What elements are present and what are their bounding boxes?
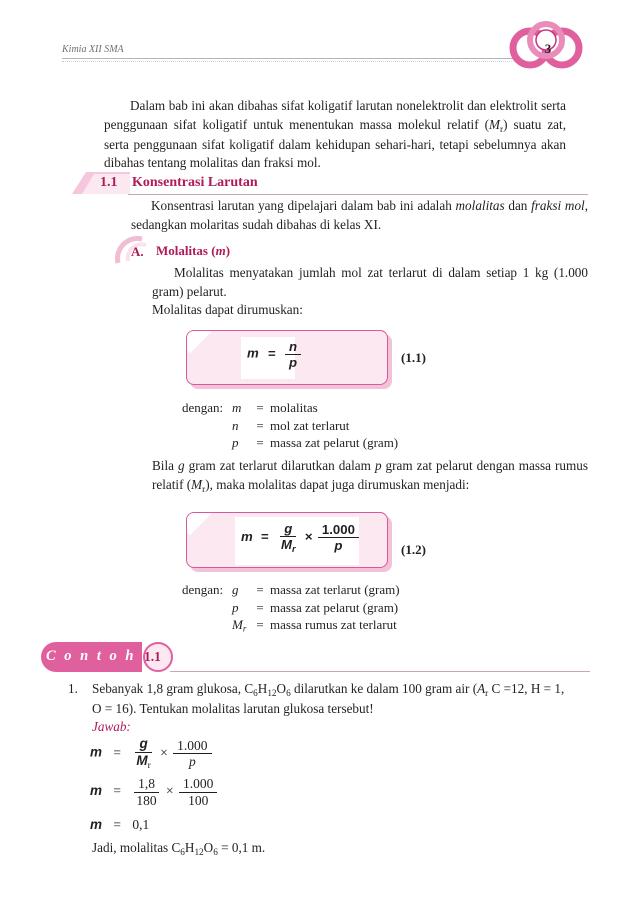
running-title: Kimia XII SMA — [62, 44, 124, 55]
formula-box-2 — [186, 512, 388, 568]
subsection-title: Molalitas (m) — [156, 243, 231, 258]
def-row: p = massa zat pelarut (gram) — [232, 435, 399, 451]
formula-box-1 — [186, 330, 388, 385]
calc-step-3: m = 0,1 — [90, 817, 150, 832]
def-row: $M_r$ = massa rumus zat terlarut — [232, 617, 397, 635]
section-number: 1.1 — [100, 175, 118, 190]
calc-step-2: m = $\frac{1,8}{180}$ × $\frac{1.000}{100}$ — [90, 776, 217, 808]
intro-paragraph: Dalam bab ini akan dibahas sifat koligatif larutan nonelektrolit dan elektrolit serta penggunaan sifat koligatif untuk menentukan massa molekul relatif $(M_r)$ suatu zat, serta penggunaan sifat koligatif dalam kehidupan sehari-hari, tetapi sebelumnya akan dibahas tentang molalitas dan fraksi mol. — [104, 98, 566, 171]
section-paragraph: Konsentrasi larutan yang dipelajari dalam bab ini adalah molalitas dan fraksi mol, sedangkan molaritas sudah dibahas di kelas XI. — [131, 198, 588, 232]
def-row: p = massa zat pelarut (gram) — [232, 599, 399, 615]
contoh-label: C o n t o h — [46, 648, 136, 664]
bila-paragraph: Bila g gram zat terlarut dilarutkan dalam p gram zat pelarut dengan massa rumus relatif $(M_r)$, maka molalitas dapat juga dirumuskan menjadi: — [152, 458, 588, 494]
def-row: dengan: g = massa zat terlarut (gram) — [182, 582, 400, 597]
page-number: 3 — [544, 41, 552, 56]
formula-1: m = $\frac{n}{p}$ — [247, 339, 301, 370]
header-dotted-rule — [62, 61, 520, 62]
definitions-1 — [182, 399, 398, 452]
header-rule — [62, 58, 520, 59]
section-rule — [128, 194, 588, 195]
formula-2: m = $\frac{g}{M_r}$ × $\frac{1.000}{p}$ — [241, 521, 359, 555]
section-title: Konsentrasi Larutan — [132, 175, 258, 190]
subsection-letter: A. — [131, 244, 144, 259]
conclusion: Jadi, molalitas $C_6H_{12}O_6 = 0,1$ m. — [92, 840, 266, 857]
subsection-paragraph: Molalitas menyatakan jumlah mol zat terlarut di dalam setiap 1 kg (1.000 gram) pelarut. Molalitas dapat dirumuskan: — [152, 265, 588, 318]
jawab-label: Jawab: — [92, 719, 131, 734]
equation-label-2: (1.2) — [401, 542, 426, 557]
equation-label-1: (1.1) — [401, 350, 426, 365]
def-row: dengan: m = molalitas — [182, 400, 318, 415]
def-row: n = mol zat terlarut — [232, 417, 350, 433]
calc-step-1: m = $\frac{g}{M_r}$ × $\frac{1.000}{p}$ — [90, 736, 212, 771]
contoh-number: 1.1 — [144, 649, 161, 664]
definitions-2 — [182, 581, 400, 635]
contoh-rule — [170, 671, 590, 672]
example-question: 1. Sebanyak 1,8 gram glukosa, $C_6H_{12}O_6$ dilarutkan ke dalam 100 gram air ($A_r$ C =12, H = 1, O = 16). Tentukan molalitas larutan glukosa tersebut! — [68, 681, 565, 716]
